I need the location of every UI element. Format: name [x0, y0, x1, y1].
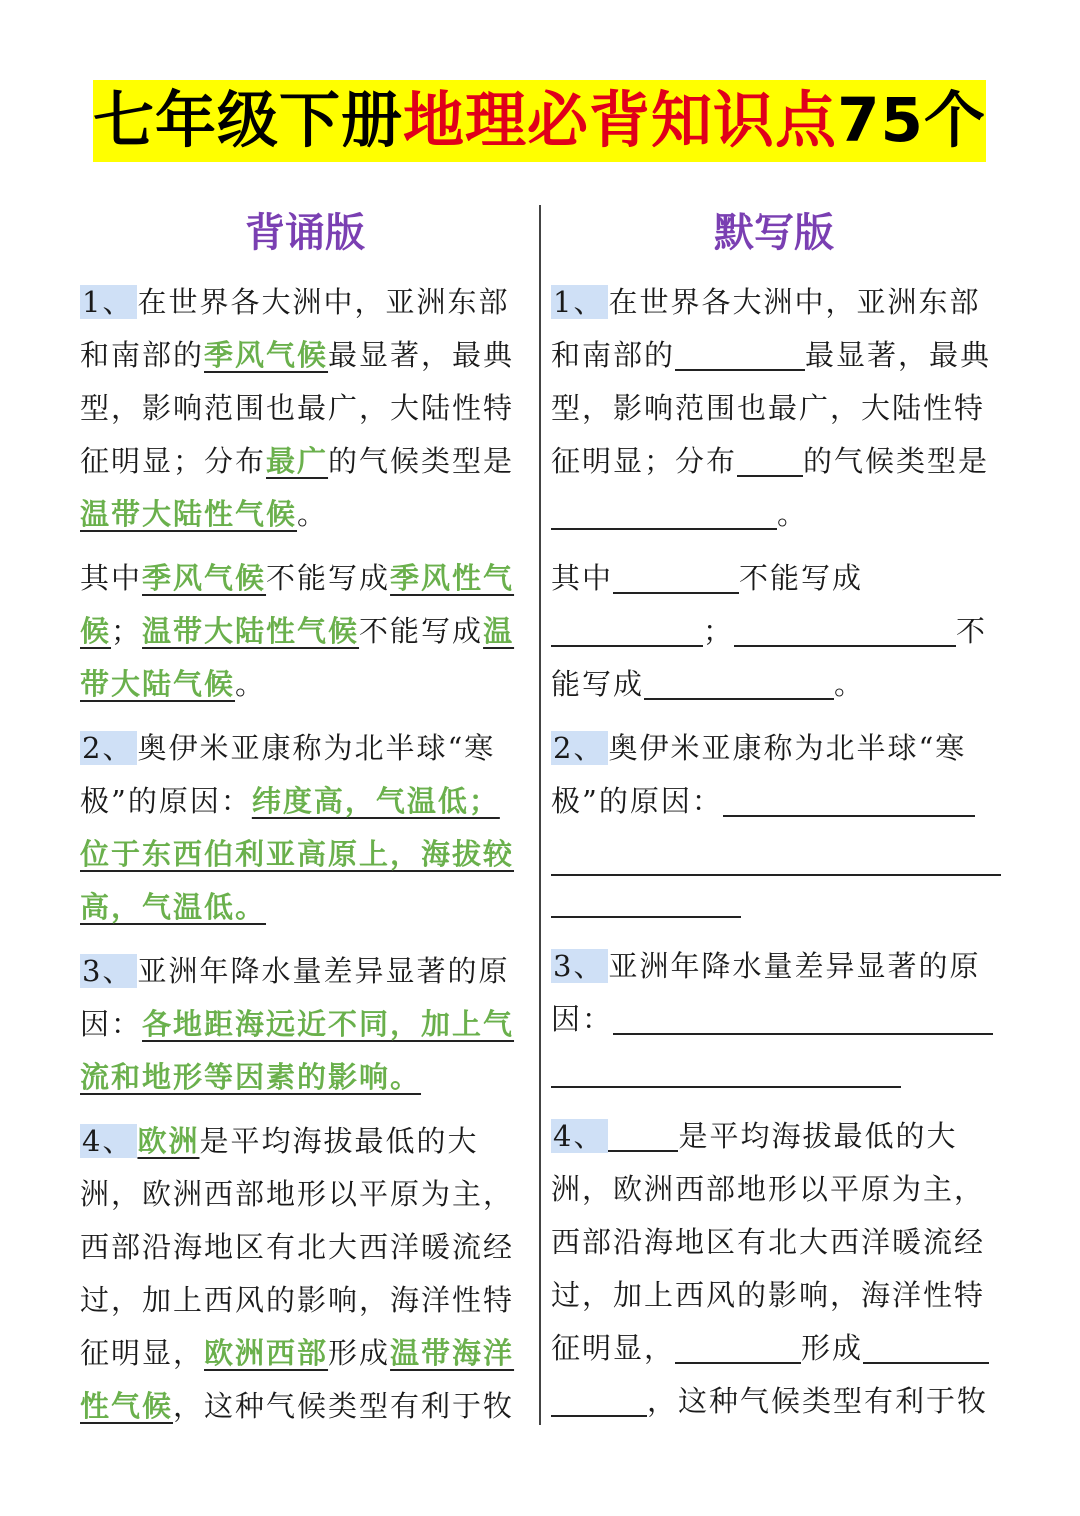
item-text: 最显著，最典型，影响范围也最广，大陆性特征明显；分布 — [551, 338, 992, 478]
answer-blank[interactable] — [551, 1050, 901, 1088]
dictation-version-heading: 默写版 — [714, 210, 834, 256]
item-text: 。 — [834, 667, 866, 701]
item-text: 。 — [297, 497, 329, 531]
item-text: ； — [703, 614, 735, 648]
item-number: 2、 — [80, 731, 137, 765]
answer-blank[interactable] — [551, 1379, 647, 1417]
item-number: 3、 — [80, 954, 137, 988]
item-text: 在世界各大洲中，亚洲东部和南部的 — [551, 285, 981, 372]
item-text: 形成 — [328, 1336, 391, 1370]
item-text: ，这种气候类型有利于牧 — [173, 1389, 515, 1423]
item-text: 不能写成 — [266, 561, 391, 595]
item-text: 亚洲年降水量差异显著的原因： — [80, 954, 510, 1041]
answer-text: 欧洲西部 — [204, 1336, 329, 1370]
answer-blank[interactable] — [734, 609, 956, 647]
answer-blank[interactable] — [551, 880, 741, 918]
item-text: 。 — [235, 667, 267, 701]
item-number: 3、 — [551, 949, 608, 983]
answer-blank[interactable] — [644, 662, 834, 700]
item-text: ，这种气候类型有利于牧 — [647, 1384, 989, 1418]
answer-blank[interactable] — [863, 1326, 989, 1364]
item-text: 的气候类型是 — [803, 444, 990, 478]
answer-text: 欧洲 — [137, 1124, 200, 1158]
item-text: 是平均海拔最低的大洲，欧洲西部地形以平原为主，西部沿海地区有北大西洋暖流经过，加上西风的影响，海洋性特征明显， — [80, 1124, 515, 1370]
answer-text: 季风气候 — [142, 561, 267, 595]
item-text: 其中 — [80, 561, 143, 595]
item-4 — [80, 1115, 530, 1433]
answer-text: 温带大陆性气候 — [142, 614, 360, 648]
answer-blank[interactable] — [723, 779, 975, 817]
item-text: 亚洲年降水量差异显著的原因： — [551, 949, 981, 1036]
item-text: 形成 — [801, 1331, 864, 1365]
item-text: 奥伊米亚康称为北半球“寒极”的原因： — [80, 731, 496, 818]
item-number: 4、 — [551, 1119, 608, 1153]
item-2 — [551, 722, 1001, 929]
item-text: 是平均海拔最低的大洲，欧洲西部地形以平原为主，西部沿海地区有北大西洋暖流经过，加上西风的影响，海洋性特征明显， — [551, 1119, 986, 1365]
answer-blank[interactable] — [675, 1326, 801, 1364]
item-text: 奥伊米亚康称为北半球“寒极”的原因： — [551, 731, 967, 818]
dictation-column — [551, 276, 1001, 1428]
item-number: 1、 — [80, 285, 137, 319]
item-1-note — [551, 552, 1001, 711]
item-text: 不能写成 — [551, 614, 988, 701]
recite-column — [80, 276, 530, 1433]
answer-text: 纬度高，气温低；位于东西伯利亚高原上，海拔较高，气温低。 — [80, 784, 515, 924]
item-4 — [551, 1110, 1001, 1428]
item-text: 最显著，最典型，影响范围也最广，大陆性特征明显；分布 — [80, 338, 515, 478]
item-number: 1、 — [551, 285, 608, 319]
title-black: 七年级下册 — [93, 85, 404, 156]
item-2 — [80, 722, 530, 934]
answer-blank[interactable] — [675, 333, 805, 371]
answer-text: 温带大陆气候 — [80, 614, 515, 701]
title-suffix: 75个 — [837, 85, 986, 156]
answer-blank[interactable] — [613, 556, 739, 594]
item-3 — [80, 945, 530, 1104]
item-number: 2、 — [551, 731, 608, 765]
answer-text: 季风性气候 — [80, 561, 515, 648]
answer-text: 温带大陆性气候 — [80, 497, 298, 531]
title-red: 地理必背知识点 — [403, 85, 838, 156]
column-divider — [539, 205, 541, 1425]
recite-version-heading: 背诵版 — [245, 210, 365, 256]
answer-line[interactable] — [551, 828, 1001, 876]
answer-blank[interactable] — [608, 1114, 678, 1152]
item-1 — [551, 276, 1001, 541]
item-text: 不能写成 — [359, 614, 484, 648]
title-banner — [93, 80, 986, 162]
answer-text: 温带海洋性气候 — [80, 1336, 515, 1423]
answer-text: 季风气候 — [204, 338, 329, 372]
answer-blank[interactable] — [737, 439, 803, 477]
answer-blank[interactable] — [551, 492, 777, 530]
item-text: 不能写成 — [739, 561, 864, 595]
item-number: 4、 — [80, 1124, 137, 1158]
answer-blank[interactable] — [613, 997, 993, 1035]
item-3 — [551, 940, 1001, 1099]
item-text: 在世界各大洲中，亚洲东部和南部的 — [80, 285, 510, 372]
answer-text: 最广 — [266, 444, 329, 478]
item-1 — [80, 276, 530, 541]
answer-blank[interactable] — [551, 609, 703, 647]
item-text: 的气候类型是 — [328, 444, 515, 478]
item-1-note — [80, 552, 530, 711]
item-text: 其中 — [551, 561, 614, 595]
answer-text: 各地距海远近不同，加上气流和地形等因素的影响。 — [80, 1007, 515, 1094]
item-text: 。 — [777, 497, 809, 531]
item-text: ； — [111, 614, 143, 648]
